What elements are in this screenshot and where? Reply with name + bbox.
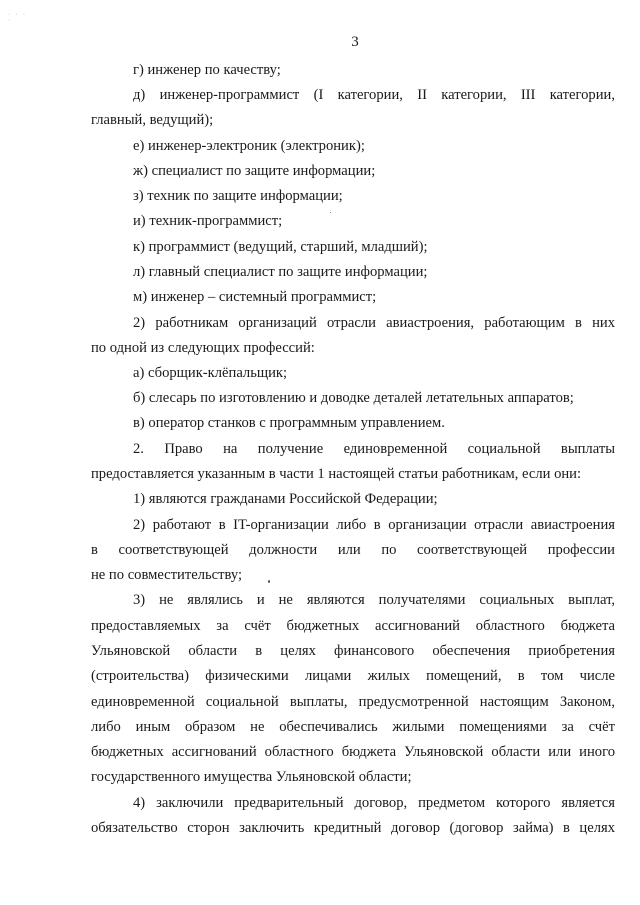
condition-3-line4: (строительства) физическими лицами жилых помещений, в том числе (91, 668, 615, 684)
condition-2-line3: не по совместительству; (91, 567, 243, 583)
list-item-k: к) программист (ведущий, старший, младший); (133, 239, 428, 255)
condition-3-line5: единовременной социальной выплаты, предусмотренной настоящим Законом, (91, 694, 615, 710)
condition-3-line2: предоставляемых за счёт бюджетных ассигнований областного бюджета (91, 618, 615, 634)
condition-3-line7: бюджетных ассигнований областного бюджета Ульяновской области или иного (91, 744, 615, 760)
condition-3-line8: государственного имущества Ульяновской области; (91, 769, 412, 785)
page-number: 3 (351, 34, 359, 50)
condition-2-line1: 2) работают в IT-организации либо в организации отрасли авиастроения (133, 517, 615, 533)
list-item-d-line1: д) инженер-программист (I категории, II категории, III категории, (133, 87, 615, 103)
condition-4-line2: обязательство сторон заключить кредитный договор (договор займа) в целях (91, 820, 615, 836)
list-item-zh: ж) специалист по защите информации; (133, 163, 376, 179)
section-2-line1: 2. Право на получение единовременной социальной выплаты (133, 441, 615, 457)
paragraph-2-line2: по одной из следующих профессий: (91, 340, 315, 356)
condition-2-line2: в соответствующей должности или по соответствующей профессии (91, 542, 615, 558)
list-item-l: л) главный специалист по защите информации; (133, 264, 428, 280)
condition-1: 1) являются гражданами Российской Федерации; (133, 491, 438, 507)
list-item-v: в) оператор станков с программным управлением. (133, 415, 445, 431)
scan-speck (268, 580, 270, 583)
condition-3-line3: Ульяновской области в целях финансового обеспечения приобретения (91, 643, 615, 659)
condition-3-line1: 3) не являлись и не являются получателями социальных выплат, (133, 592, 615, 608)
scan-edge-marks: · · · · (8, 12, 27, 24)
scan-speck (330, 212, 331, 213)
paragraph-2-line1: 2) работникам организаций отрасли авиастроения, работающим в них (133, 315, 615, 331)
list-item-g: г) инженер по качеству; (133, 62, 281, 78)
condition-3-line6: либо иным образом не обеспечивались жилыми помещениями за счёт (91, 719, 615, 735)
condition-4-line1: 4) заключили предварительный договор, предметом которого является (133, 795, 615, 811)
list-item-d-line2: главный, ведущий); (91, 112, 214, 128)
list-item-a: а) сборщик-клёпальщик; (133, 365, 288, 381)
section-2-line2: предоставляется указанным в части 1 настоящей статьи работникам, если они: (91, 466, 582, 482)
list-item-m: м) инженер – системный программист; (133, 289, 377, 305)
list-item-b: б) слесарь по изготовлению и доводке деталей летательных аппаратов; (133, 390, 574, 406)
list-item-z: з) техник по защите информации; (133, 188, 343, 204)
list-item-i: и) техник-программист; (133, 213, 283, 229)
list-item-e: е) инженер-электроник (электроник); (133, 138, 365, 154)
